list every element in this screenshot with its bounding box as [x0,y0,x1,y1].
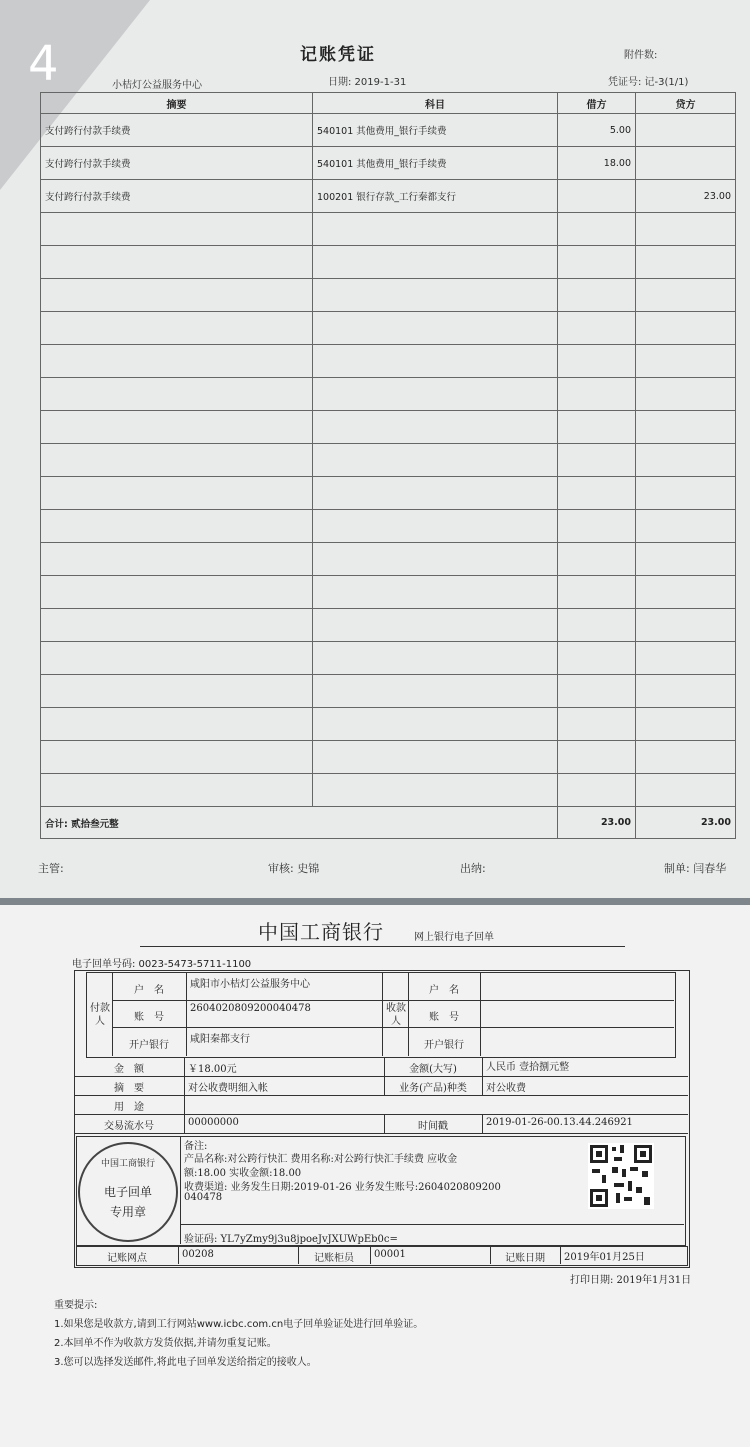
table-row [41,543,736,576]
payer-account: 2604020809200040478 [190,1003,311,1014]
empty-cell [636,774,736,807]
empty-cell [636,477,736,510]
empty-cell [41,675,313,708]
post-date-label: 记账日期 [505,1253,545,1264]
amount-value: ￥18.00元 [188,1064,237,1075]
summary-label: 摘 要 [114,1083,144,1094]
empty-cell [41,642,313,675]
empty-cell [41,477,313,510]
timestamp-label: 时间戳 [418,1121,448,1132]
header-summary: 摘要 [41,93,313,114]
empty-cell [41,378,313,411]
divider [180,1136,181,1244]
empty-cell [558,444,636,477]
voucher-header-row [41,93,736,114]
table-row [41,444,736,477]
divider [382,972,383,1056]
entry-credit [636,114,736,147]
empty-cell [41,510,313,543]
empty-cell [636,279,736,312]
empty-cell [313,444,558,477]
empty-cell [313,378,558,411]
empty-cell [636,411,736,444]
entry-debit: 18.00 [558,147,636,180]
empty-cell [558,477,636,510]
header-account: 科目 [313,93,558,114]
post-date-value: 2019年01月25日 [564,1252,645,1263]
empty-cell [313,543,558,576]
teller-label: 记账柜员 [314,1253,354,1264]
qr-code-icon [588,1143,654,1209]
empty-cell [313,411,558,444]
empty-cell [41,411,313,444]
divider [186,972,187,1056]
entry-account: 100201 银行存款_工行秦都支行 [313,180,558,213]
empty-cell [558,213,636,246]
entry-account: 540101 其他费用_银行手续费 [313,114,558,147]
empty-cell [41,543,313,576]
empty-cell [558,345,636,378]
payer-bank-label: 开户银行 [129,1040,169,1051]
empty-cell [41,741,313,774]
amount-label: 金 额 [114,1064,144,1075]
total-credit: 23.00 [636,807,736,839]
empty-cell [313,741,558,774]
remarks-line: 产品名称:对公跨行快汇 费用名称:对公跨行快汇手续费 应收金 [184,1154,458,1165]
empty-cell [313,708,558,741]
remarks-line: 040478 [184,1192,223,1203]
divider [74,1095,688,1096]
empty-cell [313,477,558,510]
empty-cell [41,279,313,312]
voucher-table [40,92,736,839]
divider [184,1057,185,1133]
empty-cell [313,279,558,312]
empty-cell [313,642,558,675]
seal-bank-text: 中国工商银行 [100,1159,155,1169]
summary-value: 对公收费明细入帐 [188,1083,268,1094]
empty-cell [41,213,313,246]
auditor-label: 审核: 史锦 [268,862,320,875]
empty-cell [558,378,636,411]
serial-value: 00000000 [188,1117,239,1128]
attachments-label: 附件数: [624,50,658,61]
table-row [41,411,736,444]
verify-code: 验证码: YL7yZmy9j3u8jpoeJvJXUWpEb0c= [184,1234,398,1245]
timestamp-value: 2019-01-26-00.13.44.246921 [486,1117,633,1128]
empty-cell [636,609,736,642]
empty-cell [41,246,313,279]
divider [370,1246,371,1264]
divider [480,972,481,1056]
empty-cell [313,576,558,609]
empty-cell [636,345,736,378]
payer-account-label: 账 号 [134,1012,164,1023]
remarks-title: 备注: [184,1141,208,1152]
title-underline [140,946,625,947]
payer-label: 付款人 [90,1003,110,1027]
print-date: 打印日期: 2019年1月31日 [570,1275,692,1286]
header-debit: 借方 [558,93,636,114]
branch-label: 记账网点 [107,1253,147,1264]
seal-line-2: 专用章 [109,1205,146,1219]
empty-cell [636,444,736,477]
empty-cell [558,312,636,345]
voucher-number: 凭证号: 记-3(1/1) [608,77,689,88]
teller-value: 00001 [374,1249,406,1260]
amount-upper-label: 金额(大写) [409,1064,457,1075]
table-row [41,246,736,279]
table-row [41,477,736,510]
amount-upper-value: 人民币 壹拾捌元整 [486,1062,570,1073]
empty-cell [558,543,636,576]
total-row [41,807,736,839]
divider [482,1114,483,1133]
table-row [41,114,736,147]
entry-summary: 支付跨行付款手续费 [41,180,313,213]
empty-cell [313,675,558,708]
empty-cell [558,774,636,807]
table-row [41,213,736,246]
empty-cell [636,741,736,774]
remarks-line: 额:18.00 实收金额:18.00 [184,1168,302,1179]
empty-cell [313,312,558,345]
supervisor-label: 主管: [38,862,64,875]
payee-bank-label: 开户银行 [424,1040,464,1051]
voucher-date: 日期: 2019-1-31 [328,77,407,88]
note-item: 1.如果您是收款方,请到工行网站www.icbc.com.cn电子回单验证处进行回单验证。 [54,1319,424,1330]
empty-cell [558,246,636,279]
empty-cell [558,708,636,741]
table-row [41,708,736,741]
payee-account-label: 账 号 [429,1012,459,1023]
bank-seal [78,1142,178,1242]
remarks-line: 收费渠道: 业务发生日期:2019-01-26 业务发生账号:2604020809200 [184,1182,501,1193]
empty-cell [313,510,558,543]
receipt-subtitle: 网上银行电子回单 [414,932,494,943]
empty-cell [558,642,636,675]
branch-value: 00208 [182,1249,214,1260]
empty-cell [636,543,736,576]
empty-cell [41,609,313,642]
entry-summary: 支付跨行付款手续费 [41,147,313,180]
empty-cell [636,246,736,279]
table-row [41,378,736,411]
table-row [41,180,736,213]
empty-cell [41,708,313,741]
table-row [41,609,736,642]
payer-name: 咸阳市小桔灯公益服务中心 [190,979,310,990]
empty-cell [636,213,736,246]
divider [74,1114,688,1115]
payer-bank: 咸阳秦都支行 [190,1034,250,1045]
empty-cell [313,609,558,642]
empty-cell [558,510,636,543]
table-row [41,510,736,543]
entry-summary: 支付跨行付款手续费 [41,114,313,147]
empty-cell [313,774,558,807]
entry-account: 540101 其他费用_银行手续费 [313,147,558,180]
cashier-label: 出纳: [460,862,486,875]
entry-debit: 5.00 [558,114,636,147]
empty-cell [313,345,558,378]
empty-cell [636,378,736,411]
empty-cell [41,576,313,609]
empty-cell [558,411,636,444]
notes-title: 重要提示: [54,1300,98,1311]
serial-label: 交易流水号 [104,1121,154,1132]
divider [74,1133,688,1134]
entry-debit [558,180,636,213]
purpose-label: 用 途 [114,1102,144,1113]
table-row [41,576,736,609]
empty-cell [558,675,636,708]
divider [560,1246,561,1264]
table-row [41,675,736,708]
empty-cell [313,213,558,246]
divider [180,1224,684,1225]
divider [112,1000,674,1001]
table-row [41,147,736,180]
preparer-label: 制单: 闫春华 [664,862,727,875]
payee-name-label: 户 名 [429,985,459,996]
divider [74,1076,688,1077]
table-row [41,279,736,312]
empty-cell [636,510,736,543]
empty-cell [313,246,558,279]
divider [482,1057,483,1095]
biz-type-label: 业务(产品)种类 [399,1083,467,1094]
note-item: 2.本回单不作为收款方发货依据,并请勿重复记账。 [54,1338,277,1349]
empty-cell [636,312,736,345]
empty-cell [41,444,313,477]
table-row [41,774,736,807]
empty-cell [41,774,313,807]
empty-cell [636,642,736,675]
voucher-title: 记账凭证 [300,45,376,65]
empty-cell [558,279,636,312]
empty-cell [558,609,636,642]
entry-credit: 23.00 [636,180,736,213]
important-notes [54,1296,423,1372]
table-row [41,312,736,345]
bank-name: 中国工商银行 [258,920,384,944]
seal-line-1: 电子回单 [103,1185,152,1199]
empty-cell [636,708,736,741]
biz-type-value: 对公收费 [486,1083,526,1094]
payee-label: 收款人 [386,1003,406,1027]
empty-cell [41,345,313,378]
empty-cell [636,675,736,708]
table-row [41,642,736,675]
table-row [41,345,736,378]
total-label: 合计: 贰拾叁元整 [41,807,558,839]
header-credit: 贷方 [636,93,736,114]
empty-cell [636,576,736,609]
note-item: 3.您可以选择发送邮件,将此电子回单发送给指定的接收人。 [54,1357,317,1368]
total-debit: 23.00 [558,807,636,839]
voucher-org: 小桔灯公益服务中心 [112,80,202,91]
receipt-number: 电子回单号码: 0023-5473-5711-1100 [72,959,252,970]
page-number: 4 [28,36,59,92]
empty-cell [558,741,636,774]
divider [178,1246,179,1264]
entry-credit [636,147,736,180]
payer-name-label: 户 名 [134,985,164,996]
table-row [41,741,736,774]
empty-cell [558,576,636,609]
empty-cell [41,312,313,345]
